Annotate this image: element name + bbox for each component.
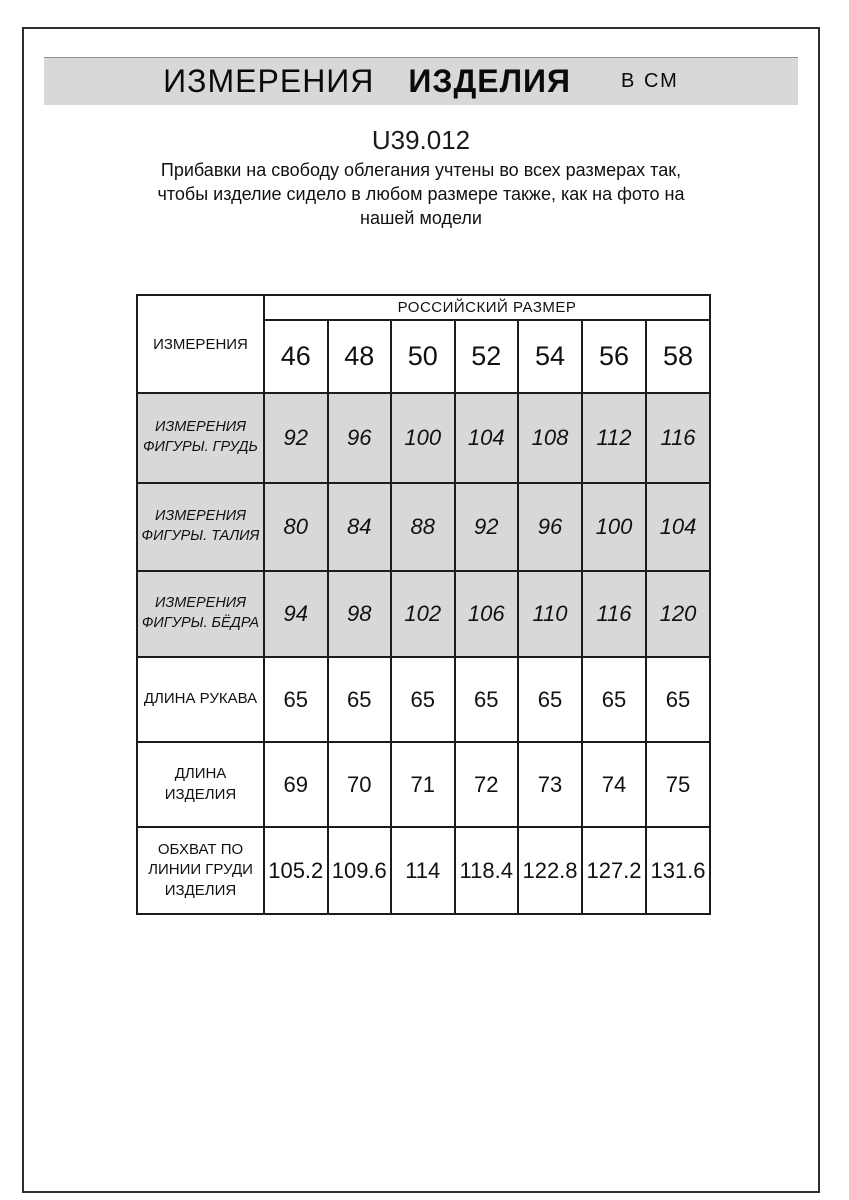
value-cell: 100 bbox=[582, 483, 646, 571]
value-cell: 84 bbox=[328, 483, 392, 571]
value-cell: 102 bbox=[391, 571, 455, 657]
size-column-header: 58 bbox=[646, 320, 710, 393]
value-cell: 122.8 bbox=[518, 827, 582, 914]
value-cell: 69 bbox=[264, 742, 328, 827]
value-cell: 65 bbox=[582, 657, 646, 742]
value-cell: 112 bbox=[582, 393, 646, 483]
value-cell: 118.4 bbox=[455, 827, 519, 914]
value-cell: 96 bbox=[328, 393, 392, 483]
value-cell: 116 bbox=[582, 571, 646, 657]
value-cell: 108 bbox=[518, 393, 582, 483]
size-column-header: 56 bbox=[582, 320, 646, 393]
row-label: ДЛИНА ИЗДЕЛИЯ bbox=[137, 742, 264, 827]
value-cell: 75 bbox=[646, 742, 710, 827]
table-row bbox=[137, 657, 710, 742]
page-frame bbox=[22, 27, 820, 1193]
value-cell: 116 bbox=[646, 393, 710, 483]
value-cell: 65 bbox=[455, 657, 519, 742]
value-cell: 72 bbox=[455, 742, 519, 827]
title-units: В СМ bbox=[621, 70, 679, 92]
value-cell: 127.2 bbox=[582, 827, 646, 914]
row-label: ДЛИНА РУКАВА bbox=[137, 657, 264, 742]
row-label: ИЗМЕРЕНИЯ ФИГУРЫ. ГРУДЬ bbox=[137, 393, 264, 483]
value-cell: 104 bbox=[455, 393, 519, 483]
title-product: ИЗДЕЛИЯ bbox=[408, 63, 572, 99]
product-description bbox=[91, 158, 751, 230]
row-label: ИЗМЕРЕНИЯ ФИГУРЫ. БЁДРА bbox=[137, 571, 264, 657]
value-cell: 71 bbox=[391, 742, 455, 827]
value-cell: 114 bbox=[391, 827, 455, 914]
table-row bbox=[137, 571, 710, 657]
size-table-head bbox=[137, 295, 710, 393]
size-column-header: 54 bbox=[518, 320, 582, 393]
description-line: нашей модели bbox=[360, 208, 482, 228]
size-column-header: 52 bbox=[455, 320, 519, 393]
title-bar bbox=[44, 57, 798, 105]
size-column-header: 48 bbox=[328, 320, 392, 393]
value-cell: 80 bbox=[264, 483, 328, 571]
value-cell: 65 bbox=[646, 657, 710, 742]
value-cell: 131.6 bbox=[646, 827, 710, 914]
table-row bbox=[137, 393, 710, 483]
value-cell: 92 bbox=[455, 483, 519, 571]
row-label: ИЗМЕРЕНИЯ ФИГУРЫ. ТАЛИЯ bbox=[137, 483, 264, 571]
value-cell: 92 bbox=[264, 393, 328, 483]
description-line: чтобы изделие сидело в любом размере также, как на фото на bbox=[157, 184, 685, 204]
size-table bbox=[136, 294, 711, 915]
value-cell: 98 bbox=[328, 571, 392, 657]
value-cell: 109.6 bbox=[328, 827, 392, 914]
description-line: Прибавки на свободу облегания учтены во всех размерах так, bbox=[160, 160, 682, 180]
size-column-header: 50 bbox=[391, 320, 455, 393]
value-cell: 94 bbox=[264, 571, 328, 657]
table-row bbox=[137, 483, 710, 571]
size-table-body bbox=[137, 393, 710, 914]
value-cell: 70 bbox=[328, 742, 392, 827]
table-row bbox=[137, 827, 710, 914]
value-cell: 65 bbox=[518, 657, 582, 742]
value-cell: 110 bbox=[518, 571, 582, 657]
value-cell: 74 bbox=[582, 742, 646, 827]
measurements-corner-label: ИЗМЕРЕНИЯ bbox=[137, 295, 264, 393]
russian-size-group-label: РОССИЙСКИЙ РАЗМЕР bbox=[264, 295, 710, 320]
value-cell: 106 bbox=[455, 571, 519, 657]
value-cell: 65 bbox=[264, 657, 328, 742]
title-measurements: ИЗМЕРЕНИЯ bbox=[163, 63, 375, 99]
value-cell: 100 bbox=[391, 393, 455, 483]
value-cell: 88 bbox=[391, 483, 455, 571]
value-cell: 73 bbox=[518, 742, 582, 827]
table-row bbox=[137, 742, 710, 827]
value-cell: 104 bbox=[646, 483, 710, 571]
row-label: ОБХВАТ ПО ЛИНИИ ГРУДИ ИЗДЕЛИЯ bbox=[137, 827, 264, 914]
product-code: U39.012 bbox=[371, 125, 471, 155]
value-cell: 105.2 bbox=[264, 827, 328, 914]
size-column-header: 46 bbox=[264, 320, 328, 393]
value-cell: 65 bbox=[391, 657, 455, 742]
value-cell: 65 bbox=[328, 657, 392, 742]
value-cell: 96 bbox=[518, 483, 582, 571]
value-cell: 120 bbox=[646, 571, 710, 657]
